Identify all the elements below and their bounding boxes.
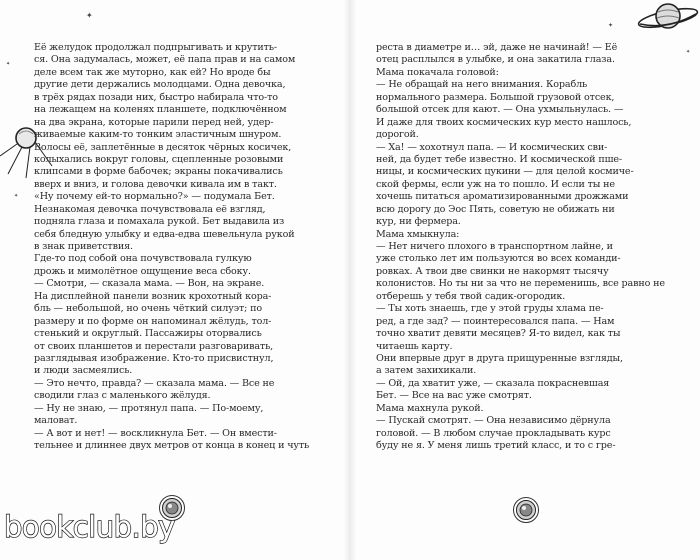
star-icon: ✦ <box>608 22 614 29</box>
text-line: — Нет ничего плохого в транспортном лайне, и <box>376 241 613 252</box>
text-line: кур, ни фермера. <box>376 216 461 228</box>
text-line: Мама хмыкнула: <box>376 228 460 240</box>
text-line: реста в диаметре и… эй, даже не начинай! — Её <box>376 42 618 53</box>
text-line: и люди засмеялись. <box>34 365 133 377</box>
text-line: ней, да будет тебе известно. И космической пше- <box>376 153 622 165</box>
text-line: деле всем так же муторно, как ей? Но вроде бы <box>34 66 271 78</box>
ringed-planet-icon <box>630 0 700 36</box>
text-line: — Пускай смотрят. — Она независимо дёрнула <box>376 415 611 427</box>
text-line: в знак приветствия. <box>34 241 133 252</box>
text-line: всю дорогу до Эос Пять, советую не обижать ни <box>376 203 615 215</box>
text-line: маловат. <box>34 415 78 427</box>
text-line: И даже для твоих космических кур место нашлось, <box>376 116 632 128</box>
text-line: а затем захихикали. <box>376 365 477 377</box>
text-line: — Смотри, — сказала мама. — Вон, на экране. <box>34 278 265 290</box>
text-line: ся. Она задумалась, может, её папа прав и на самом <box>34 54 296 66</box>
left-page-text <box>34 42 340 452</box>
text-line: разглядывая изображение. Кто-то присвистнул, <box>34 352 274 364</box>
text-line: ред, а где зад? — поинтересовался папа. — Нам <box>376 315 615 327</box>
text-line: — Ты хоть знаешь, где у этой груды хлама пе- <box>376 303 604 315</box>
text-line: отец расплылся в улыбке, и она закатила глаза. <box>376 54 615 66</box>
text-line: клипсами в форме бабочек; экраны покачивались <box>34 166 283 178</box>
text-line: живаемые каким-то тонким эластичным шнуром. <box>34 129 282 141</box>
text-line: Мама махнула рукой. <box>376 402 484 414</box>
star-icon: ✦ <box>6 61 11 67</box>
star-icon: ✦ <box>686 49 691 55</box>
text-line: стенький и округлый. Пассажиры оторвались <box>34 328 262 340</box>
star-icon: ✦ <box>14 193 19 199</box>
text-line: хочешь питаться ароматизированными дрожжами <box>376 191 629 203</box>
text-line: Мама покачала головой: <box>376 66 499 78</box>
text-line: в трёх рядах позади них, быстро набирала что-то <box>34 91 278 103</box>
text-line: На дисплейной панели возник крохотный кора- <box>34 290 272 302</box>
text-line: подняла глаза и помахала рукой. Бет выдавила из <box>34 216 285 228</box>
watermark-bookclub: bookclub.by <box>4 510 175 544</box>
text-line: вверх и вниз, и голова девочки кивала им в такт. <box>34 178 277 190</box>
right-page-text <box>376 42 682 452</box>
text-line: ницы, и космических цукини — для целой космиче- <box>376 166 634 178</box>
text-line: размеру и по форме он напоминал жёлудь, тол- <box>34 315 272 327</box>
text-line: Волосы её, заплетённые в десяток чёрных косичек, <box>34 141 292 153</box>
text-line: сводили глаз с маленького жёлудя. <box>34 390 211 402</box>
text-line: — Ой, да хватит уже, — сказала покрасневшая <box>376 377 610 389</box>
text-line: на лежащем на коленях планшете, подключённом <box>34 104 287 116</box>
text-line: другие дети держались молодцами. Одна девочка, <box>34 79 286 91</box>
text-line: колыхались вокруг головы, сцепленные розовыми <box>34 153 284 165</box>
text-line: — Ну не знаю, — протянул папа. — По-моему, <box>34 402 264 414</box>
text-line: дрожь и мимолётное ощущение веса сбоку. <box>34 265 251 277</box>
text-line: отберешь у тебя твой садик-огородик. <box>376 290 566 302</box>
page-gutter <box>343 0 357 560</box>
text-line: Бет. — Все на вас уже смотрят. <box>376 390 532 402</box>
text-line: — Это нечто, правда? — сказала мама. — Все не <box>34 377 275 389</box>
text-line: точно хватит девяти месяцев? Я-то видел, как ты <box>376 328 621 340</box>
text-line: Где-то под собой она почувствовала гулкую <box>34 253 252 265</box>
text-line: — Ха! — хохотнул папа. — И космических сви- <box>376 141 608 153</box>
text-line: — А вот и нет! — воскликнула Бет. — Он вмести- <box>34 427 277 439</box>
text-line: Они впервые друг в друга прищуренные взгляды, <box>376 352 623 364</box>
text-line: — Не обращай на него внимания. Корабль <box>376 79 588 91</box>
text-line: читаешь карту. <box>376 340 453 352</box>
text-line: нормального размера. Большой грузовой отсек, <box>376 91 615 103</box>
text-line: большой отсек для кают. — Она ухмыльнулась. — <box>376 104 624 116</box>
text-line: ровках. А твои две свинки не накормят тысячу <box>376 265 609 277</box>
text-line: дорогой. <box>376 129 419 141</box>
text-line: тельнее и длиннее двух метров от конца в конец и чуть <box>34 440 310 451</box>
text-line: на два экрана, которые парили перед ней, удер- <box>34 116 274 128</box>
text-line: Незнакомая девочка почувствовала её взгляд, <box>34 203 266 215</box>
text-line: колонистов. Но ты ни за что не переменишь, все равно не <box>376 278 665 290</box>
text-line: буду не я. У меня лишь третий класс, и то с гре- <box>376 440 616 451</box>
page-folio-planet-icon <box>512 496 540 524</box>
text-line: уже столько лет им пользуются во всех команди- <box>376 253 621 265</box>
text-line: от своих планшетов и перестали разговаривать, <box>34 340 274 352</box>
text-line: головой. — В любом случае прокладывать курс <box>376 427 611 439</box>
text-line: «Ну почему ей-то нормально?» — подумала Бет. <box>34 191 275 203</box>
star-icon: ✦ <box>86 11 93 20</box>
text-line: себя бледную улыбку и едва-едва шевельнула рукой <box>34 228 295 240</box>
text-line: бль — небольшой, но очень чёткий силуэт; по <box>34 303 262 315</box>
text-line: ской фермы, если уж на то пошло. И если ты не <box>376 178 615 190</box>
text-line: Её желудок продолжал подпрыгивать и крутить- <box>34 42 277 53</box>
